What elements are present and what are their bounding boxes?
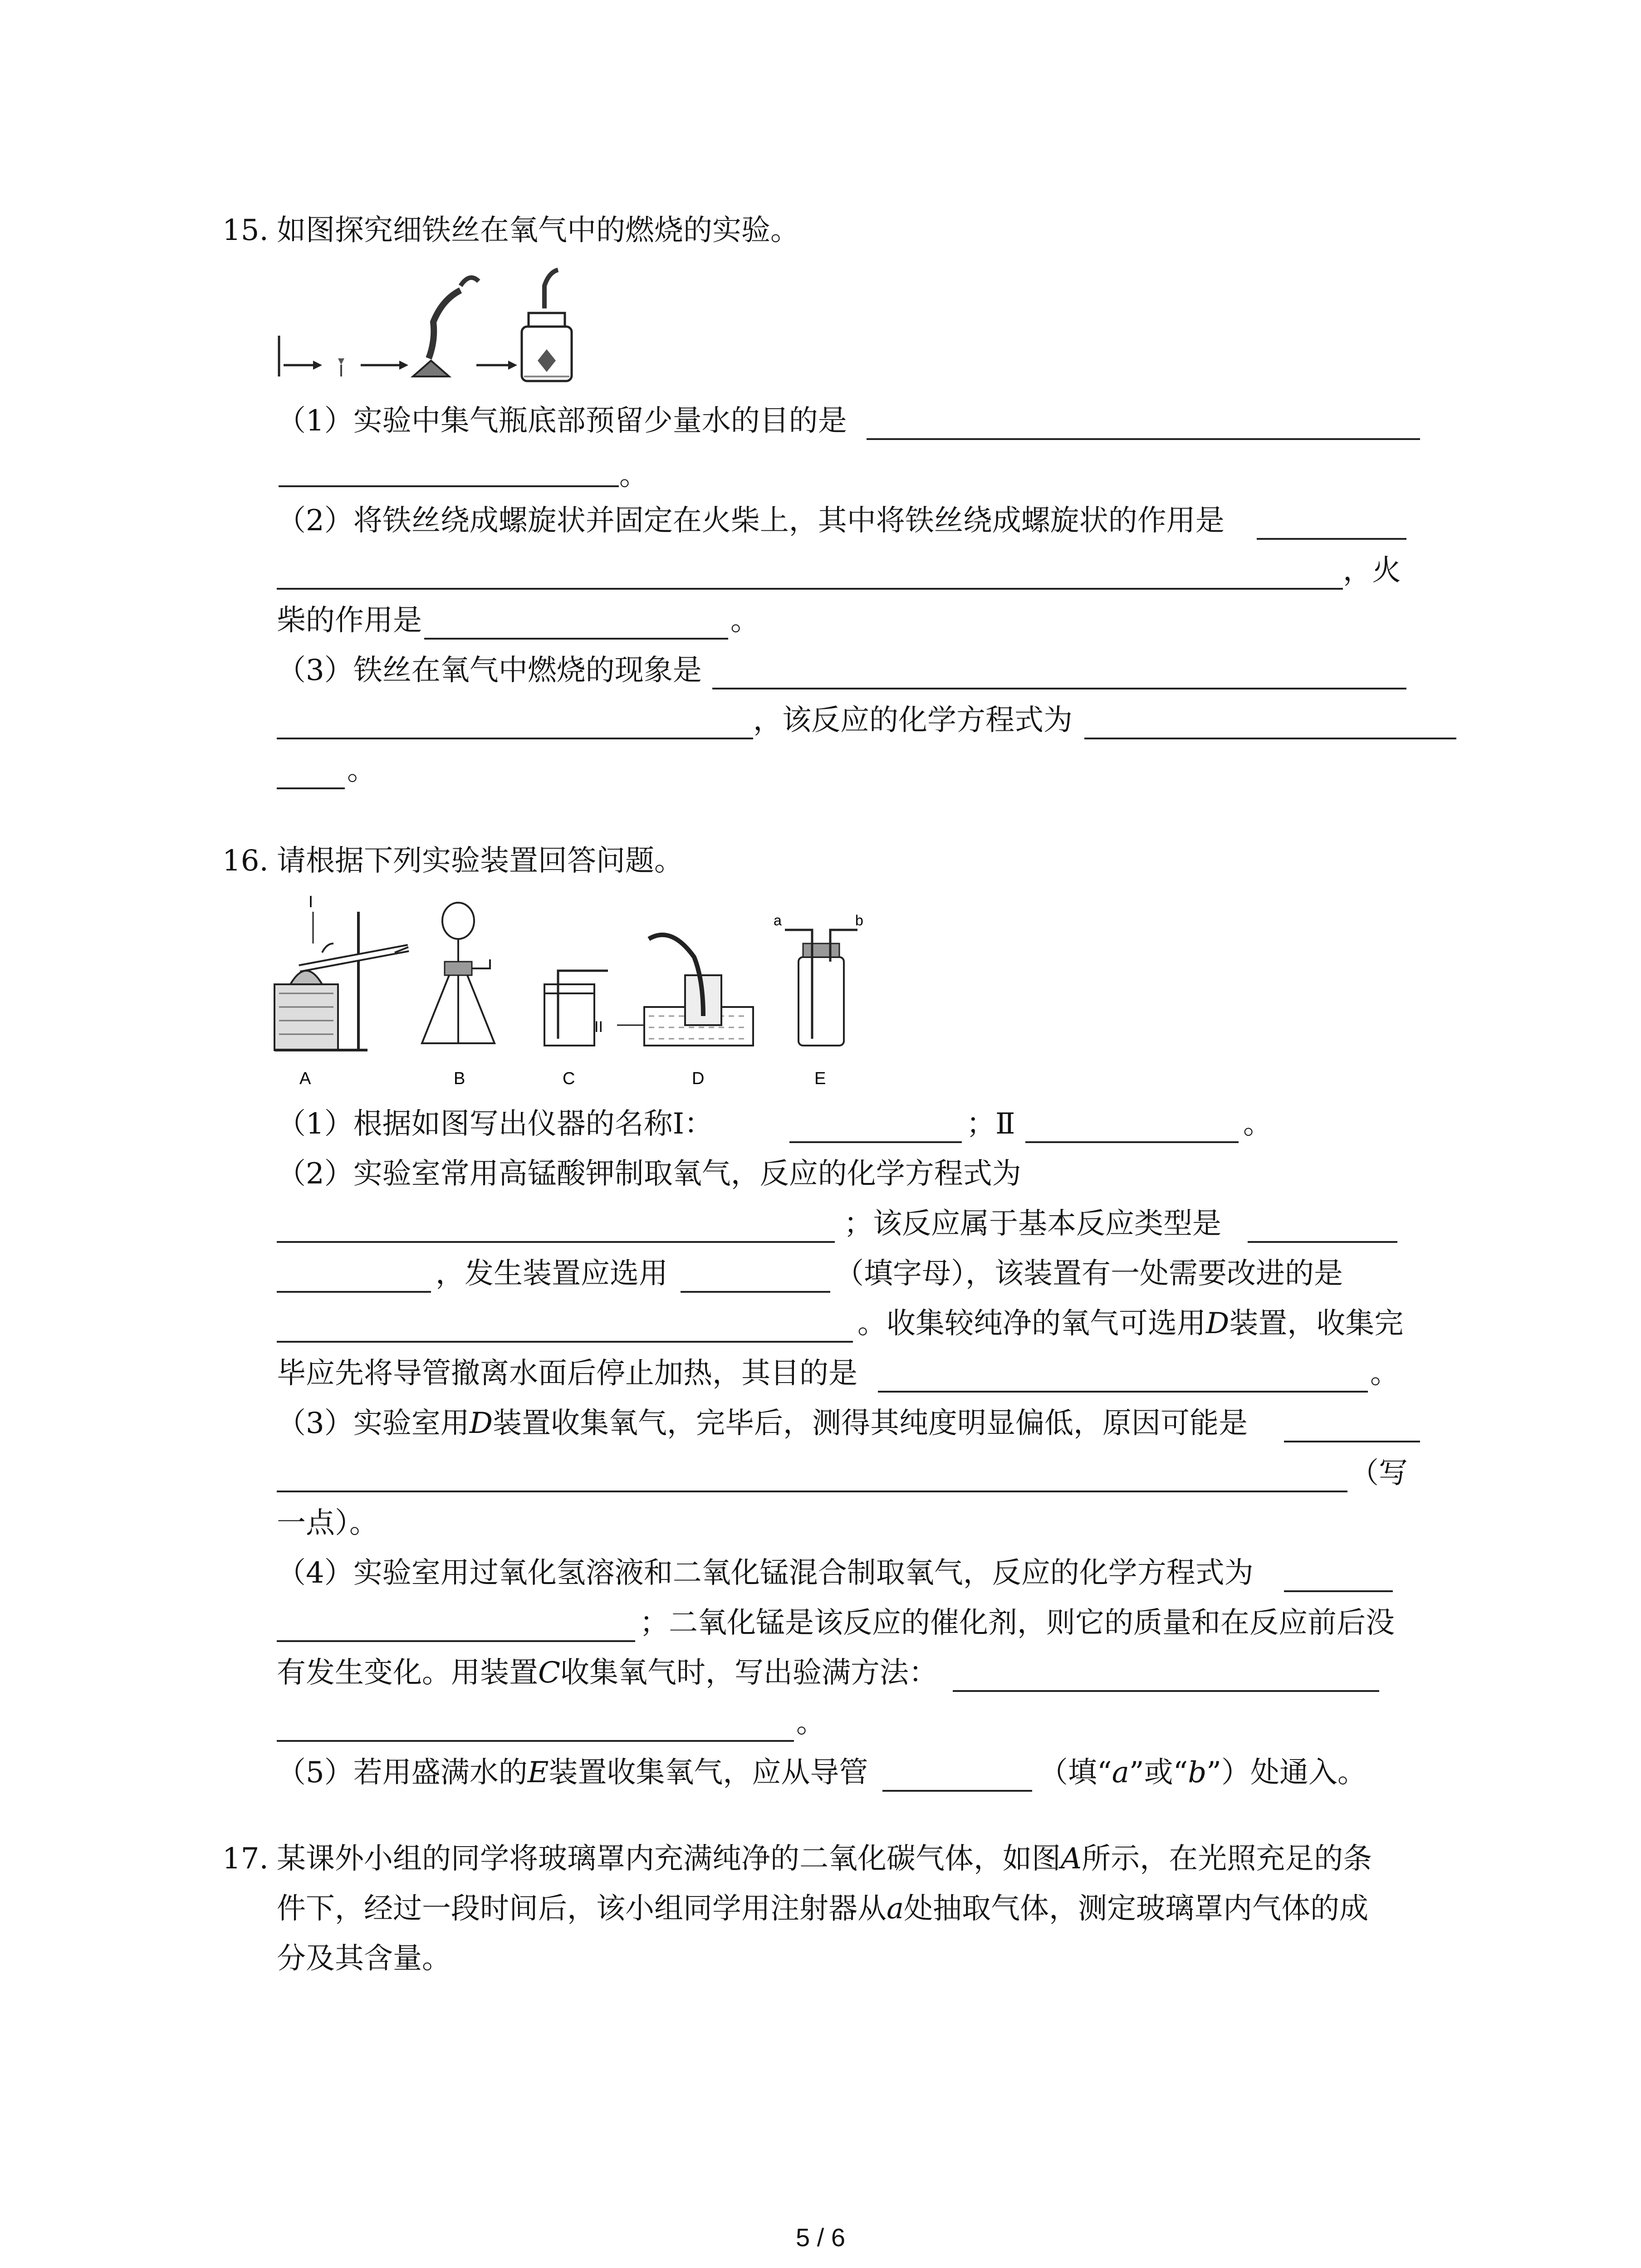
page-number: 5 / 6 (796, 2223, 845, 2252)
label-i: I (309, 892, 314, 911)
label-d: D (692, 1069, 705, 1088)
q16-p4-var: C (538, 1656, 560, 1690)
q16-p2-c: ，发生装置应选用 (436, 1257, 668, 1290)
q17-l2-a: 件下，经过一段时间后，该小组同学用注射器从 (277, 1892, 887, 1926)
q16-p2-blank2[interactable] (1248, 1239, 1397, 1243)
q15-p2-text: （2）将铁丝绕成螺旋状并固定在火柴上，其中将铁丝绕成螺旋状的作用是 (277, 504, 1225, 538)
q16-p5-var: E (527, 1756, 549, 1789)
q16-p5-vb: b (1188, 1756, 1207, 1789)
q17-l1-b: 所示，在光照充足的条 (1082, 1842, 1372, 1876)
q16-p3-a: （3）实验室用 (277, 1407, 470, 1440)
label-tube-b: b (855, 912, 863, 929)
apparatus-e (785, 930, 857, 1046)
q15-p3-text: （3）铁丝在氧气中燃烧的现象是 (277, 654, 702, 687)
q15-p2-blank3[interactable] (424, 636, 728, 640)
q15-p1-text: （1）实验中集气瓶底部预留少量水的目的是 (277, 404, 847, 438)
q16-p4-c: 有发生变化。用装置 (277, 1656, 538, 1690)
q15-p2-end: 。 (730, 604, 759, 637)
label-ii: II (594, 1018, 603, 1036)
q17-l1-group (277, 1837, 1372, 1881)
q15-p2-c: 柴的作用是 (277, 604, 422, 637)
q15-number: 15. (222, 214, 269, 247)
q16-stem: 请根据下列实验装置回答问题。 (277, 844, 683, 878)
q16-p5-group-1 (277, 1751, 868, 1794)
q16-p4-a: （4）实验室用过氧化氢溶液和二氧化锰混合制取氧气，反应的化学方程式为 (277, 1556, 1254, 1590)
q16-p5-group-2 (1039, 1751, 1367, 1794)
label-e: E (814, 1069, 826, 1088)
q16-figure (272, 894, 862, 1093)
q16-p5-va: a (1112, 1756, 1129, 1789)
q15-p3-b: ，该反应的化学方程式为 (753, 704, 1073, 737)
q17-l2-b: 处抽取气体，测定玻璃罩内气体的成 (904, 1892, 1369, 1926)
q16-p4-blank2[interactable] (277, 1638, 635, 1642)
q16-p5-e: ”）处通入。 (1206, 1756, 1367, 1789)
apparatus-a (274, 912, 408, 1050)
q16-p4-blank3[interactable] (953, 1688, 1379, 1692)
q16-p2-blank4[interactable] (681, 1289, 830, 1293)
q16-p2-f: 毕应先将导管撤离水面后停止加热，其目的是 (277, 1357, 857, 1390)
q16-p1-blank1[interactable] (789, 1139, 962, 1143)
q16-p4-blank1[interactable] (1284, 1589, 1393, 1592)
q16-p2-blank1[interactable] (277, 1239, 835, 1243)
q15-p1-blank[interactable] (867, 436, 1420, 440)
q16-p2-e-var: D (1206, 1307, 1230, 1340)
q15-stem: 如图探究细铁丝在氧气中的燃烧的实验。 (277, 214, 799, 247)
q16-p4-c-group (277, 1651, 938, 1695)
label-a: A (299, 1069, 311, 1088)
q15-p2-blank[interactable] (1257, 536, 1406, 540)
label-b: B (454, 1069, 465, 1088)
q15-p3-blank4[interactable] (277, 786, 345, 789)
q16-p2-a: （2）实验室常用高锰酸钾制取氧气，反应的化学方程式为 (277, 1157, 1021, 1191)
q16-p2-b: ；该反应属于基本反应类型是 (844, 1207, 1221, 1241)
q16-p1-blank2[interactable] (1025, 1139, 1239, 1143)
q16-p5-blank[interactable] (882, 1788, 1032, 1792)
q15-p3-end: 。 (347, 753, 376, 787)
q16-p1-end: 。 (1243, 1107, 1272, 1141)
q16-p2-blank5[interactable] (277, 1339, 853, 1343)
q15-p2-blank2[interactable] (277, 586, 1343, 590)
q17-l3: 分及其含量。 (277, 1942, 451, 1975)
q16-p2-e-group (857, 1302, 1403, 1345)
q15-p1-blank2[interactable] (279, 454, 619, 487)
q16-p3-c: 一点）。 (277, 1506, 378, 1540)
q17-number: 17. (222, 1842, 269, 1876)
q16-p5-d: ”或“ (1129, 1756, 1188, 1789)
q16-number: 16. (222, 844, 269, 878)
q15-p2-tail: ，火 (1343, 554, 1401, 587)
q15-figure (277, 268, 594, 390)
q17-l1-a: 某课外小组的同学将玻璃罩内充满纯净的二氧化碳气体，如图 (277, 1842, 1061, 1876)
label-tube-a: a (774, 912, 782, 929)
q16-p4-end: 。 (796, 1706, 825, 1740)
q16-p1-a: （1）根据如图写出仪器的名称Ⅰ： (277, 1107, 713, 1141)
q16-p3-tail: （写 (1350, 1457, 1408, 1490)
q16-p5-c: （填“ (1039, 1756, 1112, 1789)
q16-p2-e: 。收集较纯净的氧气可选用 (857, 1307, 1206, 1340)
q15-p3-blank2[interactable] (277, 736, 753, 739)
q16-p1-b: ；Ⅱ (966, 1107, 1015, 1141)
q16-p2-e2: 装置，收集完 (1229, 1307, 1404, 1340)
q16-p3-blank1[interactable] (1284, 1439, 1420, 1442)
apparatus-b (422, 903, 495, 1043)
q16-p4-blank4[interactable] (277, 1738, 794, 1742)
q16-p3-var: D (469, 1407, 493, 1440)
q15-p3-blank3[interactable] (1084, 736, 1456, 739)
q16-p5-a: （5）若用盛满水的 (277, 1756, 528, 1789)
apparatus-d (617, 935, 753, 1046)
q15-p1-end: 。 (619, 459, 648, 492)
q16-p3-group (277, 1402, 1248, 1445)
q16-p3-b: 装置收集氧气，完毕后，测得其纯度明显偏低，原因可能是 (493, 1407, 1248, 1440)
q16-p2-blank6[interactable] (878, 1389, 1368, 1393)
q16-p2-blank3[interactable] (277, 1289, 431, 1293)
q16-p2-f-end: 。 (1370, 1357, 1399, 1390)
q17-l2-group (277, 1887, 1368, 1931)
q15-p3-blank[interactable] (712, 686, 1406, 689)
q16-p3-blank2[interactable] (277, 1489, 1347, 1492)
q16-p2-d: （填字母），该装置有一处需要改进的是 (835, 1257, 1343, 1290)
q17-l2-var: a (887, 1892, 904, 1926)
q16-p4-b: ；二氧化锰是该反应的催化剂，则它的质量和在反应前后没 (640, 1606, 1395, 1640)
q17-l1-var: A (1061, 1842, 1082, 1876)
q16-p5-b: 装置收集氧气，应从导管 (549, 1756, 868, 1789)
q16-p4-c2: 收集氧气时，写出验满方法： (560, 1656, 938, 1690)
label-c: C (563, 1069, 575, 1088)
